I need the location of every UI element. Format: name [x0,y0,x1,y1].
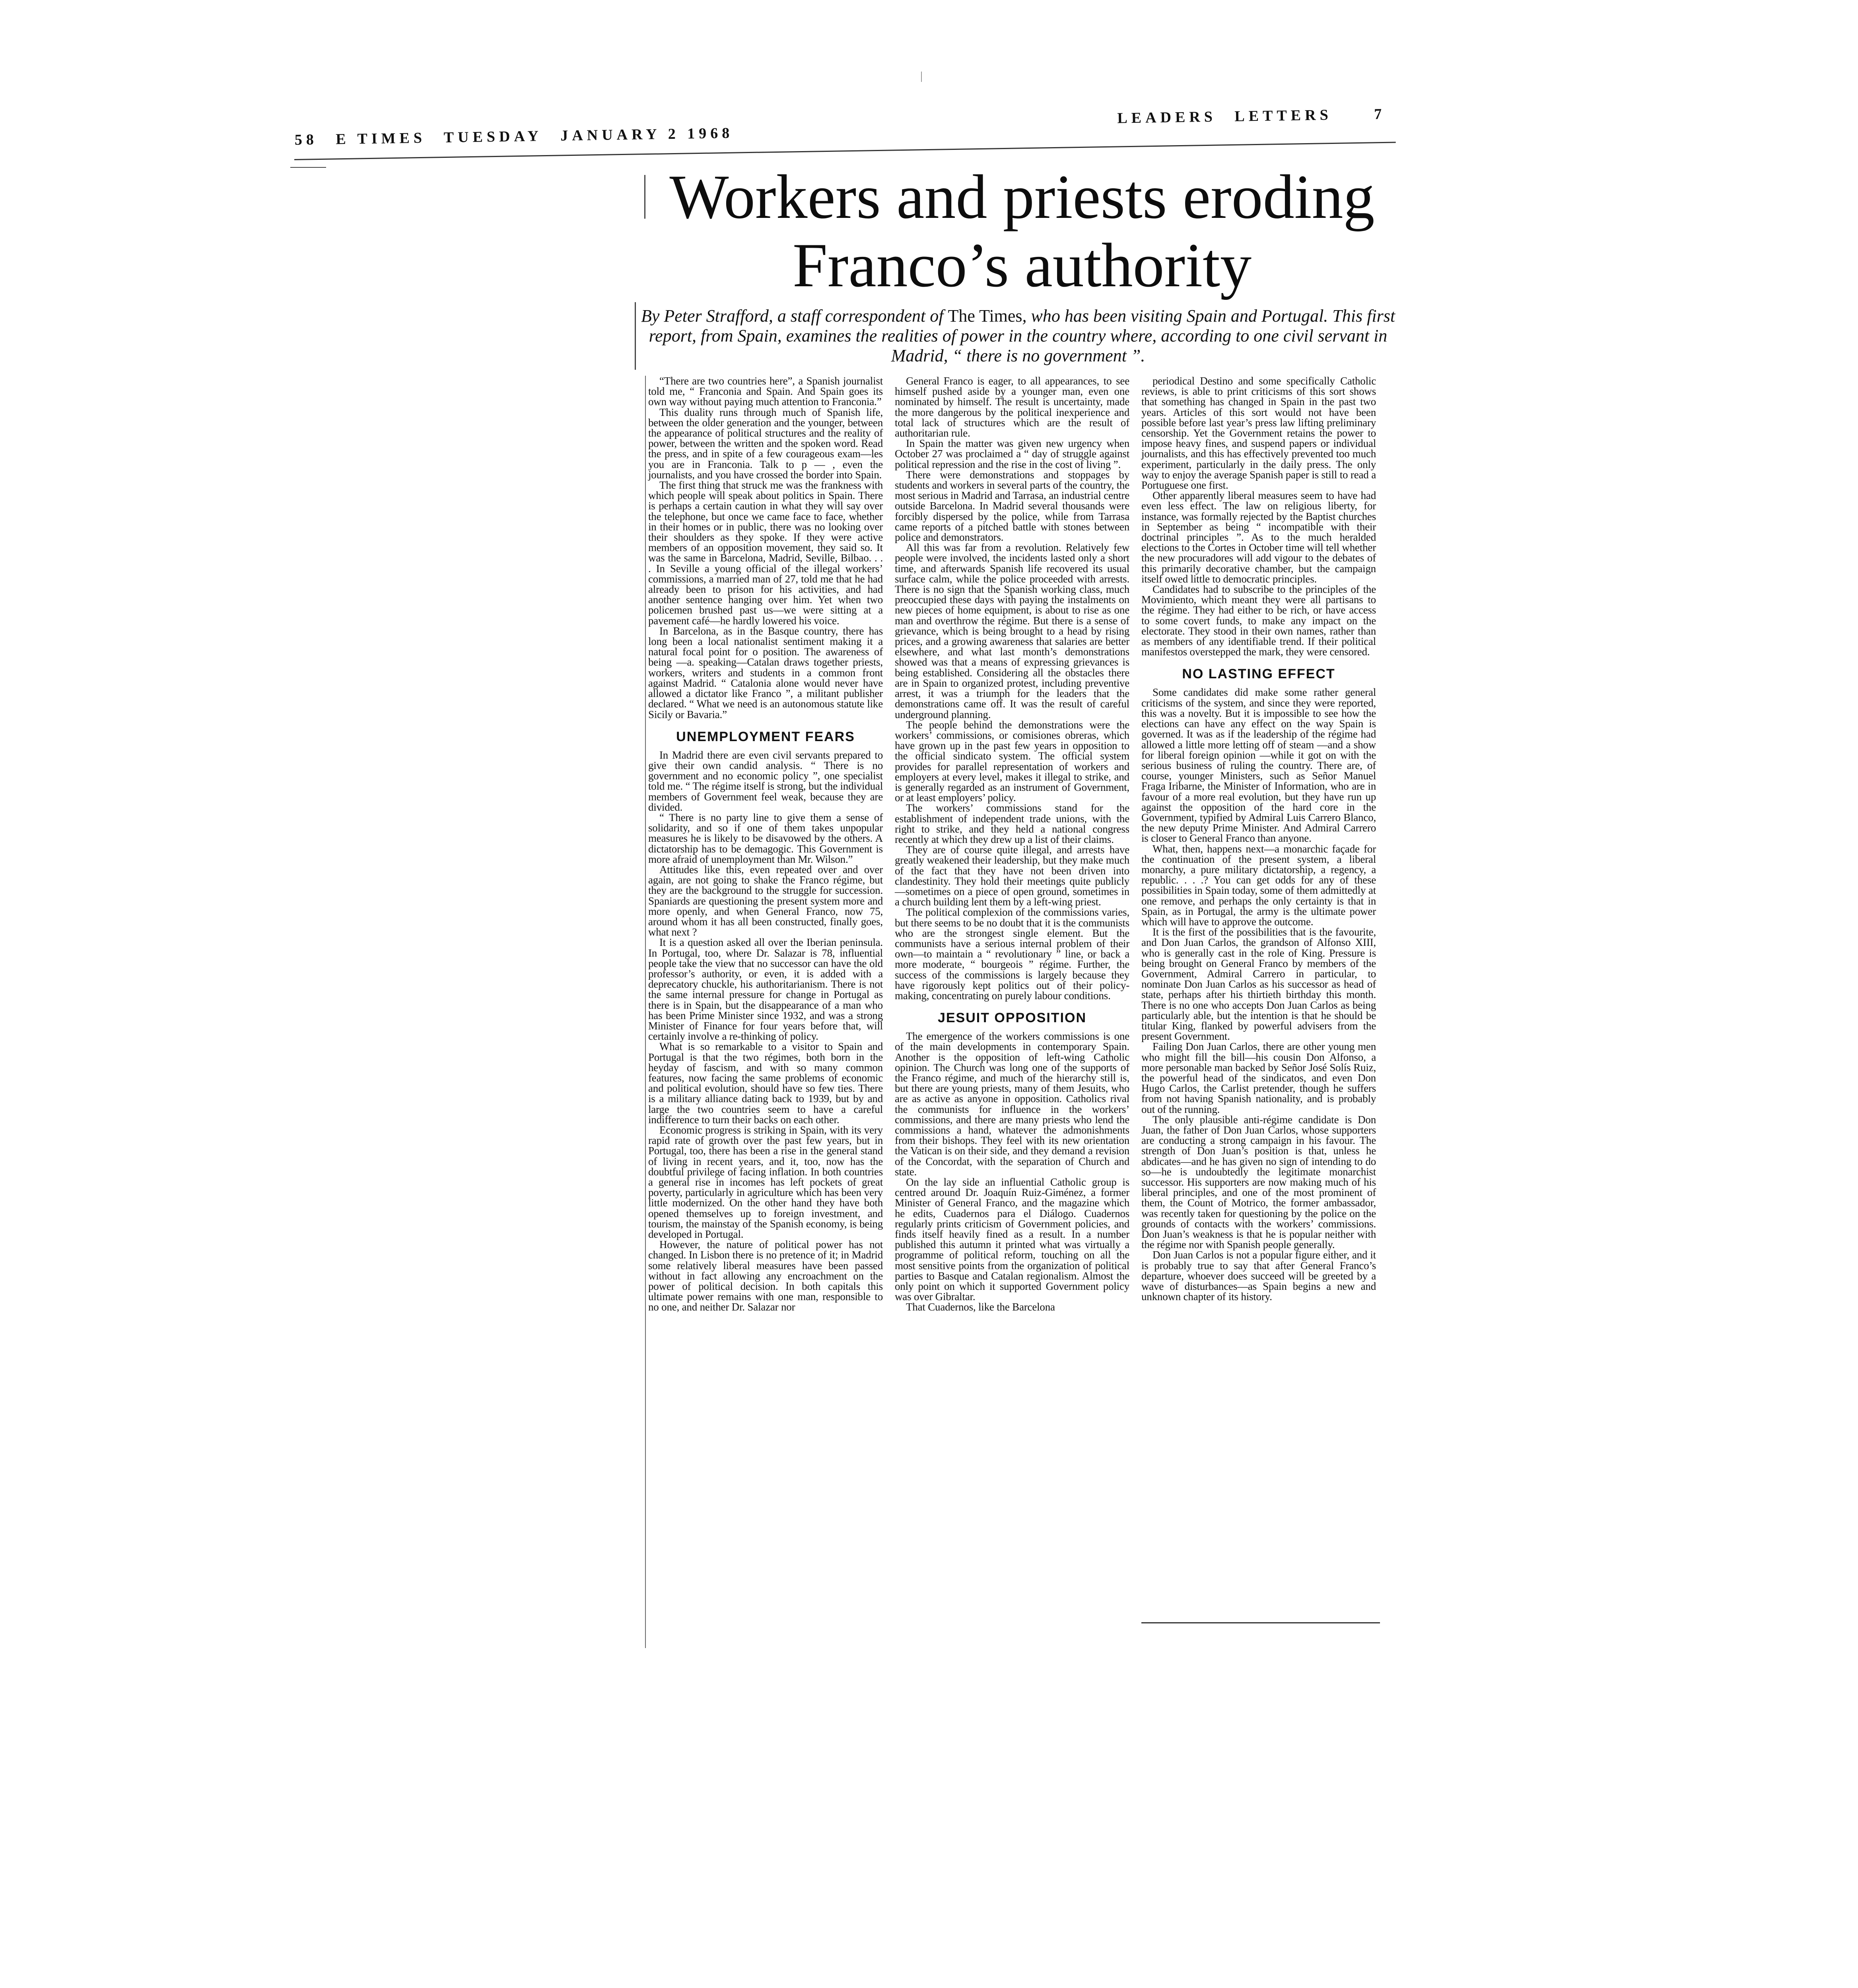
article-paragraph: On the lay side an influential Catholic group is centred around Dr. Joaquín Ruiz-Giménez, a former Minister of General Franco, and the magazine which he edits, Cuadernos para el Diálogo. Cuadernos regularly prints criticism of Government policies, and finds itself heavily fined as a result. In a number published this autumn it printed what was virtually a programme of political reform, touching on all the most sensitive points from the organization of political parties to Basque and Catalan regionalism. Almost the only point on which it supported Government policy was over Gibraltar. [895,1176,1129,1303]
article-paragraph: The emergence of the workers commissions is one of the main developments in contemporary Spain. Another is the opposition of left-wing Catholic opinion. The Church was long one of the supports of the Franco régime, and much of the hierarchy still is, but there are young priests, many of them Jesuits, who are as active as anyone in opposition. Catholics rival the communists for influence in the workers’ commissions, and there are many priests who lend the commissions a hand, whatever the admonishments from their bishops. They feel with its new orientation the Vatican is on their side, and they demand a revision of the Concordat, with the separation of Church and state. [895,1030,1129,1178]
article-paragraph: However, the nature of political power has not changed. In Lisbon there is no pretence of it; in Madrid some relatively liberal measures have been passed without in fact allowing any encroachment on the power of political decision. In both capitals this ultimate power remains with one man, responsible to no one, and neither Dr. Salazar nor [648,1239,883,1313]
article-end-rule [1141,1622,1380,1623]
masthead-paper-name: E TIMES [335,129,426,148]
article-paragraph: In Spain the matter was given new urgency when October 27 was proclaimed a “ day of struggle against political repression and the rise in the cost of living ”. [895,437,1129,470]
article-paragraph: Some candidates did make some rather general criticisms of the system, and since they were reported, this was a novelty. But it is impossible to see how the elections can have any effect on the way Spain is governed. It was as if the leadership of the régime had allowed a little more letting off of steam —and a show for liberal foreign opinion —while it got on with the serious business of ruling the country. There are, of course, younger Ministers, such as Señor Manuel Fraga Iribarne, the Minister of Information, who are in favour of a more real evolution, but they have run up against the opposition of the hard core in the Government, typified by Admiral Luis Carrero Blanco, the new deputy Prime Minister. And Admiral Carrero is closer to General Franco than anyone. [1141,686,1376,845]
article-paragraph: The political complexion of the commissions varies, but there seems to be no doubt that it is the communists who are the strongest single element. But the communists have a serious internal problem of their own—to maintain a “ revolutionary ” line, or back a more moderate, “ bourgeois ” régime. Further, the success of the commissions is largely because they have rigorously kept politics out of their policy-making, concentrating on purely labour conditions. [895,906,1129,1002]
article-paragraph: Candidates had to subscribe to the principles of the Movimiento, which meant they were all partisans to the régime. They had either to be rich, or have access to some covert funds, to make any impact on the electorate. They stood in their own names, rather than as members of any identifiable trend. If their political manifestos overstepped the mark, they were censored. [1141,583,1376,658]
article-paragraph: This duality runs through much of Spanish life, between the older generation and the younger, between the appearance of political structures and the reality of power, between the written and the spoken word. Read the press, and in spite of a few courageous exam—les you are in Franconia. Talk to p — , even the journalists, and you have crossed the border into Spain. [648,406,883,481]
standfirst-side-rule [635,302,636,370]
masthead-left [294,124,744,149]
masthead [294,102,1396,151]
col1-subhead: UNEMPLOYMENT FEARS [676,729,855,744]
col3-subhead: NO LASTING EFFECT [1182,666,1335,682]
article-paragraph: periodical Destino and some specifically Catholic reviews, is able to print criticisms of this sort shows that something has changed in Spain in the past two years. Articles of this sort would not have been possible before last year’s press law lifting preliminary censorship. Yet the Government retains the power to impose heavy fines, and suspend papers or individual journalists, and this has effectively prevented too much experiment, particularly in the daily press. The only way to enjoy the average Spanish paper is still to read a Portuguese one first. [1141,375,1376,491]
article-paragraph: Economic progress is striking in Spain, with its very rapid rate of growth over the past few years, but in Portugal, too, there has been a rise in the general stand of living in recent years, and it, too, now has the doubtful privilege of facing inflation. In both countries a general rise in incomes has left pockets of great poverty, particularly in agriculture which has been very little modernized. On the other hand they have both opened themselves up to foreign investment, and tourism, the mainstay of the Spanish economy, is being developed in Portugal. [648,1124,883,1241]
article-paragraph: They are of course quite illegal, and arrests have greatly weakened their leadership, but they make much of the fact that they have not been driven into clandestinity. They hold their meetings quite publicly—sometimes on a piece of open ground, sometimes in a church building lent them by a left-wing priest. [895,844,1129,908]
col2-subhead: JESUIT OPPOSITION [937,1010,1087,1026]
article-paragraph: Other apparently liberal measures seem to have had even less effect. The law on religious liberty, for instance, was formally rejected by the Baptist churches in September as being “ incompatible with their doctrinal principles ”. As to the much heralded elections to the Cortes in October time will tell whether the new procuradores will add vigour to the debates of this primarily decorative chamber, but the campaign itself owed little to democratic principles. [1141,489,1376,585]
section-leaders: LEADERS [1117,108,1217,127]
headline-side-rule [644,175,645,219]
masthead-day: TUESDAY [443,128,543,146]
masthead-date: JANUARY 2 1968 [560,124,734,144]
column-side-rule [645,376,646,1648]
article-paragraph: Failing Don Juan Carlos, there are other young men who might fill the bill—his cousin Don Alfonso, a more personable man backed by Señor José Solís Ruiz, the powerful head of the sindicatos, and even Don Hugo Carlos, the Carlist pretender, though he suffers from not having Spanish nationality, and is probably out of the running. [1141,1041,1376,1115]
headline-line-2: Franco’s authority [792,231,1252,300]
standfirst-paper: The Times [948,306,1022,326]
masthead-fragment: 58 [294,131,318,148]
article-paragraph: “ There is no party line to give them a sense of solidarity, and so if one of them takes unpopular measures he is likely to be disavowed by the others. A dictatorship has to be demagogic. This Government is more afraid of unemployment than Mr. Wilson.” [648,811,883,865]
article-paragraph: Attitudes like this, even repeated over and over again, are not going to shake the Franco régime, but they are the background to the struggle for succession. Spaniards are questioning the present system more and more openly, and when General Franco, now 75, around whom it has all been constructed, finally goes, what next ? [648,863,883,938]
article-paragraph: The workers’ commissions stand for the establishment of independent trade unions, with the right to strike, and they held a national congress recently at which they drew up a list of their claims. [895,802,1129,845]
article-paragraph: There were demonstrations and stoppages by students and workers in several parts of the country, the most serious in Madrid and Tarrasa, an industrial centre outside Barcelona. In Madrid several thousands were forcibly dispersed by the police, while from Tarrasa came reports of a pitched battle with stones between police and demonstrators. [895,468,1129,544]
article-standfirst [636,306,1400,366]
article-paragraph: It is a question asked all over the Iberian peninsula. In Portugal, too, where Dr. Salazar is 78, influential people take the view that no successor can have the old professor’s authority, or even, it is added with a deprecatory chuckle, his authoritarianism. There is not the same internal pressure for change in Portugal as there is in Spain, but the disappearance of a man who has been Prime Minister since 1932, and was a strong Minister of Finance for four years before that, will certainly involve a re-thinking of policy. [648,936,883,1043]
article-paragraph: The only plausible anti-régime candidate is Don Juan, the father of Don Juan Carlos, whose supporters are conducting a strong campaign in his favour. The strength of Don Juan’s position is that, unless he abdicates—and he has given no sign of intending to do so—he is undoubtedly the legitimate monarchist successor. His supporters are now making much of his liberal principles, and one of the most prominent of them, the Count of Motrico, the former ambassador, was recently taken for questioning by the police on the grounds of contacts with the workers’ commissions. Don Juan’s weakness is that he is popular neither with the régime nor with Spanish people generally. [1141,1113,1376,1251]
article-paragraph: All this was far from a revolution. Relatively few people were involved, the incidents lasted only a short time, and afterwards Spanish life recovered its usual surface calm, while the police proceeded with arrests. There is no sign that the Spanish working class, much preoccupied these days with paying the instalments on new pieces of home equipment, is about to rise as one man and overthrow the régime. But there is a sense of grievance, which is being brought to a head by rising prices, and a growing awareness that salaries are better elsewhere, and what last month’s demonstrations showed was that a means of expressing grievances is being established. Considering all the obstacles there are in Spain to organized protest, including preventive arrest, it was a triumph for the leaders that the demonstrations came off. It was the result of careful underground planning. [895,542,1129,720]
article-paragraph: That Cuadernos, like the Barcelona [906,1301,1055,1313]
section-letters: LETTERS [1234,107,1332,125]
headline-line-1: Workers and priests eroding [669,162,1375,232]
article-paragraph: It is the first of the possibilities that is the favourite, and Don Juan Carlos, the grandson of Alfonso XIII, who is generally cast in the role of King. Pressure is being brought on General Franco by members of the Government, Admiral Carrero in particular, to nominate Don Juan Carlos as his successor as head of state, perhaps after his thirtieth birthday this month. There is no one who accepts Don Juan Carlos as being particularly able, but the intention is that he should be titular King, flanked by powerful advisers from the present Government. [1141,926,1376,1043]
scan-mark [921,72,922,82]
article-paragraph: General Franco is eager, to all appearances, to see himself pushed aside by a younger man, even one nominated by himself. The result is uncertainty, made the more dangerous by the political inexperience and total lack of structures which are the result of authoritarian rule. [895,375,1129,439]
article-paragraph: The people behind the demonstrations were the workers’ commissions, or comisiones obreras, which have grown up in the past few years in opposition to the official sindicato system. The official system provides for parallel representation of workers and employers at every level, makes it illegal to strike, and is generally regarded as an instrument of Government, or at least employers’ policy. [895,718,1129,804]
article-paragraph: “There are two countries here”, a Spanish journalist told me, “ Franconia and Spain. And Spain goes its own way without paying much attention to Franconia.” [648,375,883,408]
masthead-right [1117,105,1396,127]
edge-rule [290,167,326,168]
article-column-3 [1141,376,1376,1302]
page-number: 7 [1374,105,1386,123]
article-paragraph: In Madrid there are even civil servants prepared to give their own candid analysis. “ There is no government and no economic policy ”, one specialist told me. “ The régime itself is strong, but the individual members of Government feel weak, because they are divided. [648,749,883,813]
article-paragraph: What is so remarkable to a visitor to Spain and Portugal is that the two régimes, both born in the heyday of fascism, and with so many common features, now facing the same problems of economic and political evolution, should have so few ties. There is a military alliance dating back to 1939, but by and large the two countries seem to have a careful indifference to turn their backs on each other. [648,1041,883,1126]
article-paragraph: Don Juan Carlos is not a popular figure either, and it is probably true to say that after General Franco’s departure, whoever does succeed will be greeted by a wave of disturbances—as Spain begins a new and unknown chapter of its history. [1141,1249,1376,1303]
article-paragraph: What, then, happens next—a monarchic façade for the continuation of the present system, a liberal monarchy, a pure military dictatorship, a regency, a republic. . . .? You can get odds for any of these possibilities in Spain today, some of them admittedly at one remove, and perhaps the only certainty is that in Spain, as in Portugal, the army is the ultimate power which will have to approve the outcome. [1141,843,1376,928]
standfirst-part-a: By Peter Strafford, a staff correspondent of [641,306,948,326]
article-headline [652,163,1392,300]
article-column-1 [648,376,883,1312]
article-paragraph: In Barcelona, as in the Basque country, there has long been a local nationalist sentiment making it a natural focal point for o position. The awareness of being —a. speaking—Catalan draws together priests, workers, writers and students in a common front against Madrid. “ Catalonia alone would never have allowed a dictator like Franco ”, a militant publisher declared. “ What we need is an autonomous statute like Sicily or Bavaria.” [648,625,883,720]
article-column-2 [895,376,1129,1312]
article-paragraph: The first thing that struck me was the frankness with which people will speak about politics in Spain. There is perhaps a certain caution in what they will say over the telephone, but once we came face to face, whether in their homes or in public, there was no looking over their shoulders as they spoke. If they were active members of an opposition movement, they said so. It was the same in Barcelona, Madrid, Seville, Bilbao. . . . In Seville a young official of the illegal workers’ commissions, a married man of 27, told me that he had already been to prison for his activities, and had another sentence hanging over him. Yet when two policemen brushed past us—we were sitting at a pavement café—he hardly lowered his voice. [648,479,883,627]
standfirst-part-b: , who has been visiting Spain and Portugal. This first report, from Spain, examines the realities of power in the country where, according to one civil servant in Madrid, “ there is no government ”. [649,306,1395,365]
